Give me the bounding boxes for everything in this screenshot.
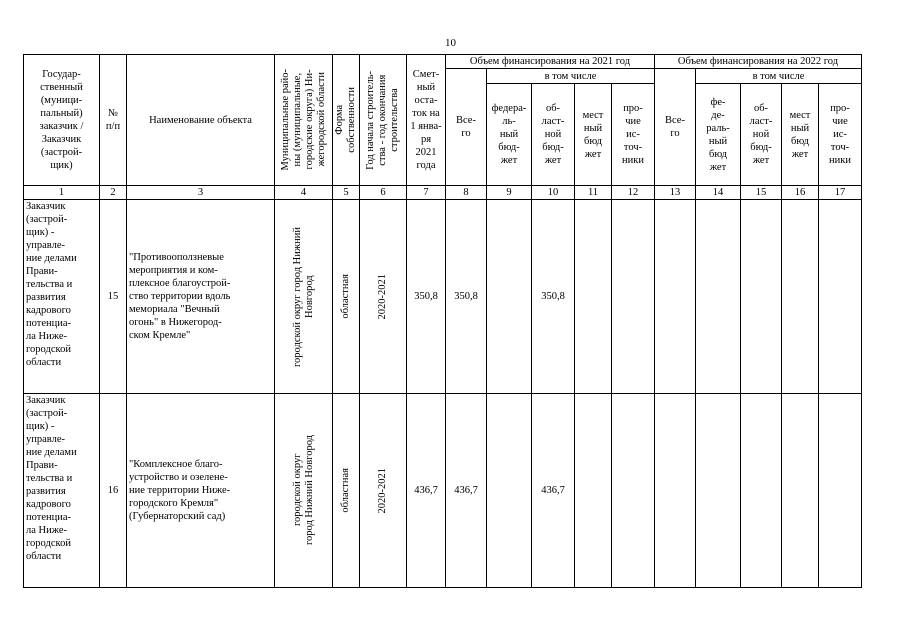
federal-2022-cell (696, 394, 741, 588)
col-number: 17 (819, 186, 862, 200)
regional-2022-cell (741, 200, 782, 394)
col-number: 1 (24, 186, 100, 200)
col-number: 5 (333, 186, 360, 200)
table-row (24, 200, 862, 394)
table-row (24, 394, 862, 588)
federal-2022-cell (696, 200, 741, 394)
estimate-cell: 436,7 (407, 394, 446, 588)
col-number: 14 (696, 186, 741, 200)
municipality-cell: городской округ город Нижний Новгород (275, 200, 333, 394)
col-number: 11 (575, 186, 612, 200)
page-number: 10 (445, 37, 456, 49)
col-number: 4 (275, 186, 333, 200)
financing-table (23, 54, 862, 588)
col-number: 7 (407, 186, 446, 200)
local-2022-cell (782, 200, 819, 394)
other-2021-cell (612, 200, 655, 394)
header-local-2022: мест ный бюд жет (782, 84, 819, 186)
other-2021-cell (612, 394, 655, 588)
regional-2021-cell: 350,8 (532, 200, 575, 394)
header-customer: Государ- ственный (муници- пальный) заказчик / Заказчик (застрой- щик) (24, 55, 100, 186)
header-including-2021: в том числе (487, 69, 655, 84)
col-number: 16 (782, 186, 819, 200)
header-regional-2022: об- ласт- ной бюд- жет (741, 84, 782, 186)
col-number: 6 (360, 186, 407, 200)
col-number: 9 (487, 186, 532, 200)
header-other-2022: про- чие ис- точ- ники (819, 84, 862, 186)
federal-2021-cell (487, 394, 532, 588)
header-years: Год начала строитель- ства - год окончания строительства (360, 55, 407, 186)
col-number: 15 (741, 186, 782, 200)
col-number: 2 (100, 186, 127, 200)
total-2022-cell (655, 394, 696, 588)
other-2022-cell (819, 200, 862, 394)
customer-cell: Заказчик (застрой- щик) - управле- ние делами Прави- тельства и развития кадрового потенциа- ла Ниже- городской области (24, 200, 100, 394)
ownership-cell: областная (333, 200, 360, 394)
header-municipality: Муниципальные райо- ны (муниципальные, городские округа) Ни- жегородской области (275, 55, 333, 186)
header-object-name: Наименование объекта (127, 55, 275, 186)
header-num: № п/п (100, 55, 127, 186)
col-number: 8 (446, 186, 487, 200)
regional-2021-cell: 436,7 (532, 394, 575, 588)
col-number: 12 (612, 186, 655, 200)
header-regional-2021: об- ласт- ной бюд- жет (532, 84, 575, 186)
municipality-cell: городской округ город Нижний Новгород (275, 394, 333, 588)
estimate-cell: 350,8 (407, 200, 446, 394)
total-2021-cell: 350,8 (446, 200, 487, 394)
header-federal-2021: федера- ль- ный бюд- жет (487, 84, 532, 186)
col-number: 3 (127, 186, 275, 200)
object-name-cell: "Противооползневые мероприятия и ком- плексное благоустрой- ство территории вдоль мемориала "Вечный огонь" в Нижегород- ском Кремле" (127, 200, 275, 394)
num-cell: 16 (100, 394, 127, 588)
header-ownership: Форма собственности (333, 55, 360, 186)
ownership-cell: областная (333, 394, 360, 588)
header-fin-2021: Объем финансирования на 2021 год (446, 55, 655, 69)
customer-cell: Заказчик (застрой- щик) - управле- ние делами Прави- тельства и развития кадрового потенциа- ла Ниже- городской области (24, 394, 100, 588)
local-2022-cell (782, 394, 819, 588)
other-2022-cell (819, 394, 862, 588)
header-fin-2022: Объем финансирования на 2022 год (655, 55, 862, 69)
local-2021-cell (575, 200, 612, 394)
object-name-cell: "Комплексное благо- устройство и озелене- ние территории Ниже- городского Кремля" (Губернаторский сад) (127, 394, 275, 588)
header-federal-2022: фе- де- раль- ный бюд жет (696, 84, 741, 186)
header-estimate: Смет- ный оста- ток на 1 янва- ря 2021 года (407, 55, 446, 186)
header-including-2022: в том числе (696, 69, 862, 84)
header-local-2021: мест ный бюд жет (575, 84, 612, 186)
regional-2022-cell (741, 394, 782, 588)
local-2021-cell (575, 394, 612, 588)
num-cell: 15 (100, 200, 127, 394)
col-number: 10 (532, 186, 575, 200)
years-cell: 2020-2021 (360, 200, 407, 394)
header-total-2021: Все- го (446, 69, 487, 186)
header-total-2022: Все- го (655, 69, 696, 186)
total-2021-cell: 436,7 (446, 394, 487, 588)
years-cell: 2020-2021 (360, 394, 407, 588)
federal-2021-cell (487, 200, 532, 394)
total-2022-cell (655, 200, 696, 394)
column-numbers-row (24, 186, 862, 200)
col-number: 13 (655, 186, 696, 200)
header-other-2021: про- чие ис- точ- ники (612, 84, 655, 186)
